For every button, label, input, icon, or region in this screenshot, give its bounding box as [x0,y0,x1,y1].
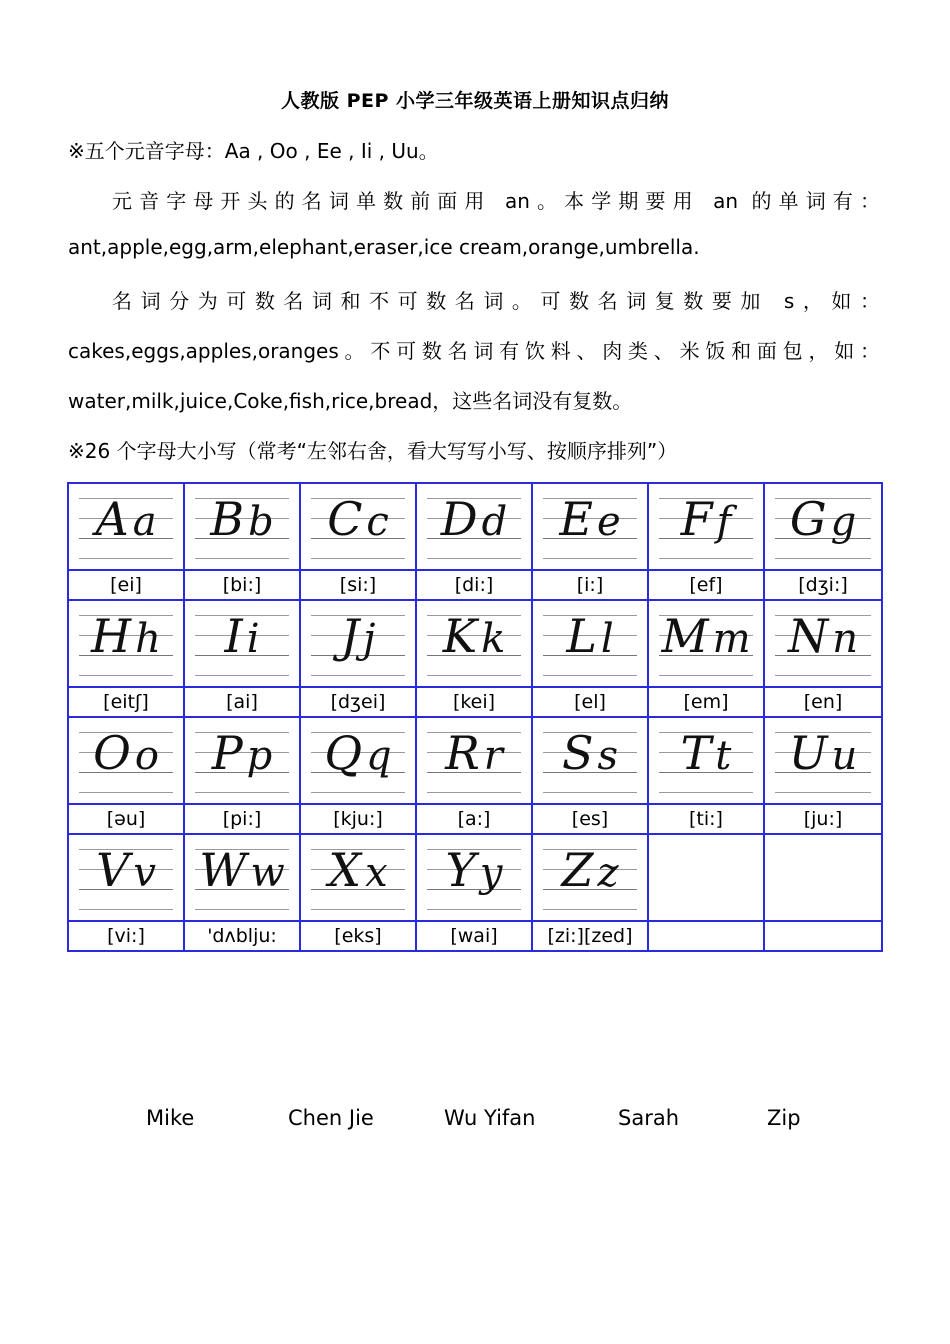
letter-cell [533,718,649,805]
uppercase-letter: R [445,726,480,780]
lowercase-letter: o [134,733,159,779]
uppercase-letter: J [340,609,360,663]
phonetic-cell: [ju:] [765,805,881,835]
phonetic-cell: [kei] [417,688,533,718]
uppercase-letter: N [787,609,829,663]
uppercase-letter: S [561,726,594,780]
vowel-letters-line: ※五个元音字母：Aa , Oo , Ee , Ii , Uu。 [68,139,439,163]
name-mike: Mike [146,1106,195,1130]
phonetic-cell: [bi:] [185,571,301,601]
letter-cell [301,484,417,571]
phonetic-cell: [wai] [417,922,533,952]
lowercase-letter: t [715,733,732,779]
lowercase-letter: l [600,616,614,662]
an-rule-line-1: 元音字母开头的名词单数前面用 an。本学期要用 an 的单词有： [112,189,880,213]
phonetic-cell: [eks] [301,922,417,952]
lowercase-letter: d [481,499,508,545]
uppercase-letter: K [442,609,478,663]
lowercase-letter: v [133,850,156,896]
empty-cell [765,835,881,922]
lowercase-letter: j [363,616,376,662]
lowercase-letter: k [481,616,506,662]
name-wu-yifan: Wu Yifan [444,1106,536,1130]
uppercase-letter: F [680,492,713,546]
uppercase-letter: B [210,492,245,546]
letter-cell [185,835,301,922]
alphabet-heading: ※26 个字母大小写（常考“左邻右舍，看大写写小写、按顺序排列”） [68,439,678,463]
letter-cell [185,601,301,688]
name-chen-jie: Chen Jie [288,1106,374,1130]
phonetic-cell: [si:] [301,571,417,601]
lowercase-letter: h [135,616,161,662]
uppercase-letter: C [327,492,363,546]
phonetic-cell: [ai] [185,688,301,718]
phonetic-cell: [vi:] [69,922,185,952]
phonetic-cell: [em] [649,688,765,718]
phonetic-cell: [i:] [533,571,649,601]
letter-cell [649,601,765,688]
letter-cell [765,484,881,571]
page-title: 人教版 PEP 小学三年级英语上册知识点归纳 [280,90,670,112]
phonetic-cell: [en] [765,688,881,718]
lowercase-letter: u [831,733,858,779]
uppercase-letter: A [95,492,129,546]
letter-cell [533,601,649,688]
letter-cell [69,484,185,571]
letter-cell [301,718,417,805]
name-zip: Zip [767,1106,801,1130]
lowercase-letter: n [832,616,858,662]
empty-cell [765,922,881,952]
letter-cell [649,718,765,805]
letter-cell [185,484,301,571]
uppercase-letter: Y [445,843,476,897]
lowercase-letter: g [830,499,857,545]
noun-rule-line-1: 名词分为可数名词和不可数名词。可数名词复数要加 s，如： [112,289,880,313]
uppercase-letter: O [93,726,131,780]
uppercase-letter: M [661,609,709,663]
uppercase-letter: U [788,726,828,780]
lowercase-letter: e [596,499,621,545]
letter-cell [417,835,533,922]
uppercase-letter: T [680,726,712,780]
phonetic-cell: [a:] [417,805,533,835]
character-names [0,1106,950,1136]
phonetic-cell: [eitʃ] [69,688,185,718]
phonetic-cell: [di:] [417,571,533,601]
phonetic-cell: [pi:] [185,805,301,835]
lowercase-letter: z [597,850,619,896]
lowercase-letter: i [246,616,260,662]
letter-cell [69,835,185,922]
alphabet-table [67,482,883,952]
letter-cell [765,718,881,805]
uppercase-letter: D [440,492,478,546]
phonetic-cell: [kju:] [301,805,417,835]
uppercase-letter: P [211,726,243,780]
phonetic-cell: [dʒei] [301,688,417,718]
uppercase-letter: X [328,843,362,897]
letter-cell [649,484,765,571]
uppercase-letter: E [559,492,593,546]
lowercase-letter: y [479,850,503,896]
lowercase-letter: p [246,733,273,779]
letter-cell [301,835,417,922]
lowercase-letter: f [716,499,732,545]
lowercase-letter: c [366,499,389,545]
letter-cell [69,718,185,805]
letter-cell [417,601,533,688]
letter-cell [301,601,417,688]
lowercase-letter: m [712,616,751,662]
lowercase-letter: r [483,733,503,779]
phonetic-cell: [ef] [649,571,765,601]
letter-cell [533,484,649,571]
phonetic-cell: [es] [533,805,649,835]
empty-cell [649,835,765,922]
lowercase-letter: a [132,499,157,545]
lowercase-letter: s [597,733,619,779]
name-sarah: Sarah [618,1106,680,1130]
lowercase-letter: q [366,733,392,779]
phonetic-cell: 'dʌblju: [185,922,301,952]
phonetic-cell: [əu] [69,805,185,835]
letter-cell [765,601,881,688]
uppercase-letter: H [91,609,132,663]
letter-cell [417,718,533,805]
uppercase-letter: V [96,843,130,897]
empty-cell [649,922,765,952]
lowercase-letter: x [365,850,388,896]
uppercase-letter: Z [561,843,594,897]
phonetic-cell: [zi:][zed] [533,922,649,952]
phonetic-cell: [dʒi:] [765,571,881,601]
letter-cell [185,718,301,805]
an-rule-line-2: ant,apple,egg,arm,elephant,eraser,ice cream,orange,umbrella. [68,235,700,259]
noun-rule-line-2: cakes,eggs,apples,oranges。不可数名词有饮料、肉类、米饭和面包，如： [68,339,880,363]
uppercase-letter: W [199,843,247,897]
phonetic-cell: [ti:] [649,805,765,835]
noun-rule-line-3: water,milk,juice,Coke,fish,rice,bread，这些名词没有复数。 [68,389,633,413]
letter-cell [417,484,533,571]
uppercase-letter: Q [324,726,363,780]
phonetic-cell: [el] [533,688,649,718]
phonetic-cell: [ei] [69,571,185,601]
lowercase-letter: b [248,499,274,545]
uppercase-letter: G [789,492,827,546]
uppercase-letter: L [566,609,597,663]
lowercase-letter: w [250,850,285,896]
letter-cell [69,601,185,688]
letter-cell [533,835,649,922]
uppercase-letter: I [224,609,243,663]
